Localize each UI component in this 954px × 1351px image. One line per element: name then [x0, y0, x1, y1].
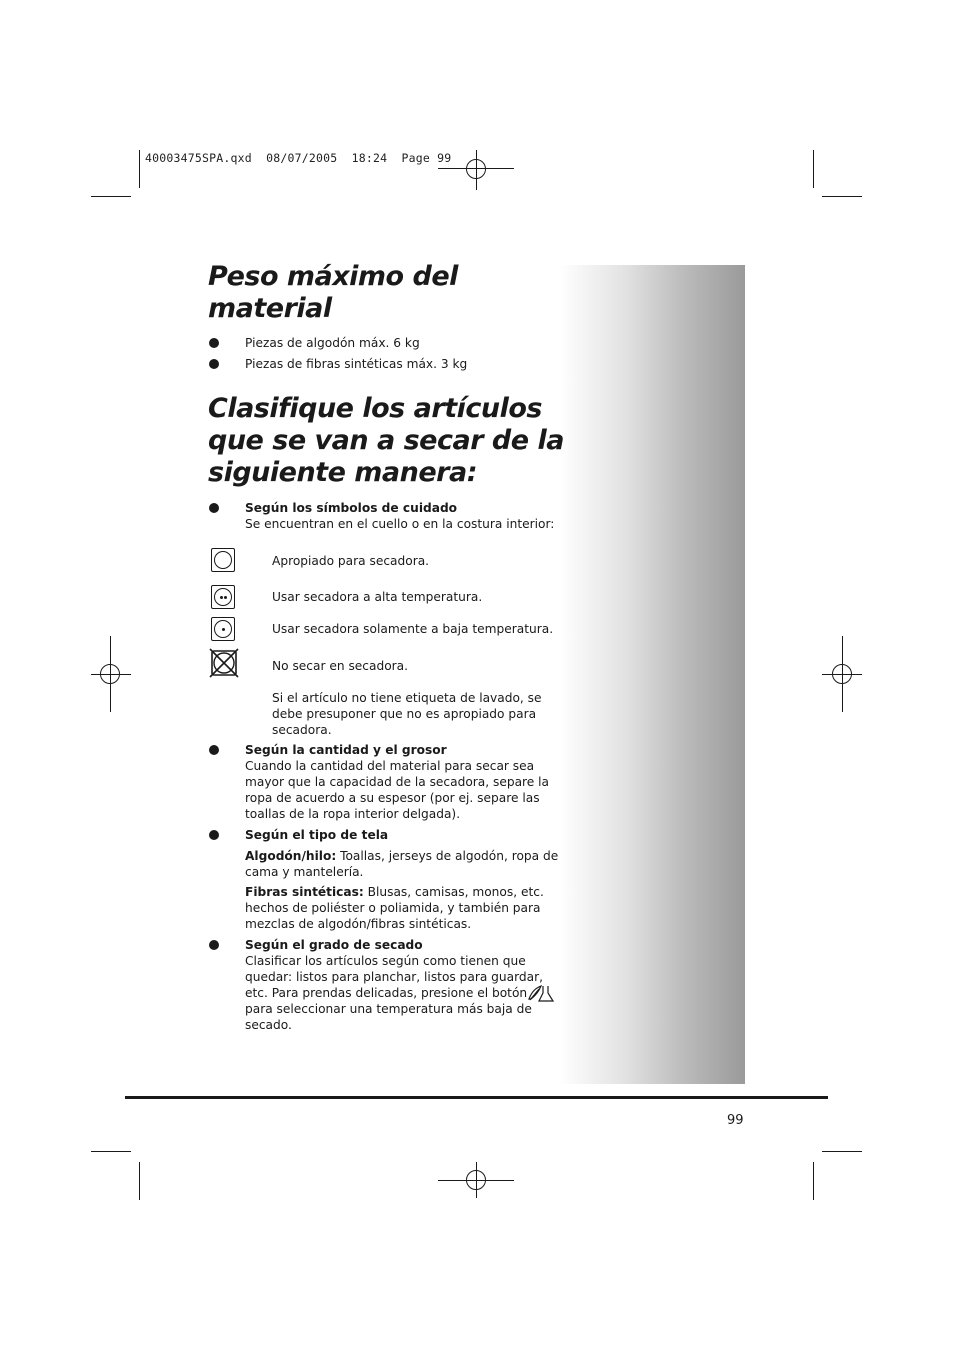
care-note-line: debe presuponer que no es apropiado para [272, 707, 537, 721]
dryness-line: Clasificar los artículos según como tienen que [245, 954, 526, 968]
fabric-synthetic-line: hechos de poliéster o poliamida, y también para [245, 901, 541, 915]
list-item: Piezas de algodón máx. 6 kg [245, 336, 420, 350]
file-slug: 40003475SPA.qxd 08/07/2005 18:24 Page 99 [145, 151, 452, 165]
amount-line: mayor que la capacidad de la secadora, separe la [245, 775, 550, 789]
care-symbol-label: Apropiado para secadora. [272, 554, 430, 568]
tumble-dry-low-icon [211, 617, 235, 641]
bullet [209, 359, 219, 369]
crop-mark [91, 1151, 131, 1152]
side-gradient-band [560, 265, 745, 1084]
list-item: Piezas de fibras sintéticas máx. 3 kg [245, 357, 468, 371]
fabric-cotton-line: cama y mantelería. [245, 865, 364, 879]
amount-heading: Según la cantidad y el grosor [245, 743, 447, 757]
bullet [209, 338, 219, 348]
section-title-max-weight: Peso máximo del material [208, 261, 458, 324]
fabric-cotton-line: Algodón/hilo: Toallas, jerseys de algodón, ropa de [245, 849, 559, 863]
dryness-line: para seleccionar una temperatura más baja de [245, 1002, 532, 1016]
bullet [209, 745, 219, 755]
bullet [209, 940, 219, 950]
care-symbol-label: Usar secadora solamente a baja temperatura. [272, 622, 554, 636]
fabric-synthetic-line: Fibras sintéticas: Blusas, camisas, monos, etc. [245, 885, 544, 899]
dryness-line: etc. Para prendas delicadas, presione el botón [245, 986, 528, 1000]
do-not-tumble-dry-icon [209, 648, 239, 678]
delicate-button-icon [526, 983, 554, 1003]
amount-line: ropa de acuerdo a su espesor (por ej. separe las [245, 791, 540, 805]
page-number: 99 [727, 1113, 744, 1128]
crop-mark [822, 1151, 862, 1152]
dryness-line: quedar: listos para planchar, listos para guardar, [245, 970, 543, 984]
section-title-sort-items: Clasifique los artículos que se van a secar de la siguiente manera: [208, 393, 564, 488]
crop-mark [139, 150, 140, 188]
care-note-line: secadora. [272, 723, 332, 737]
dryness-heading: Según el grado de secado [245, 938, 423, 952]
care-heading: Según los símbolos de cuidado [245, 501, 458, 515]
crop-mark [139, 1162, 140, 1200]
crop-mark [822, 196, 862, 197]
tumble-dry-high-icon [211, 585, 235, 609]
bullet [209, 830, 219, 840]
care-symbol-label: No secar en secadora. [272, 659, 409, 673]
tumble-dry-icon [211, 548, 235, 572]
footer-rule [125, 1096, 828, 1099]
fabric-heading: Según el tipo de tela [245, 828, 389, 842]
amount-line: Cuando la cantidad del material para secar sea [245, 759, 535, 773]
care-note-line: Si el artículo no tiene etiqueta de lavado, se [272, 691, 542, 705]
crop-mark [91, 196, 131, 197]
crop-mark [813, 1162, 814, 1200]
crop-mark [813, 150, 814, 188]
care-text: Se encuentran en el cuello o en la costura interior: [245, 517, 555, 531]
fabric-synthetic-line: mezclas de algodón/fibras sintéticas. [245, 917, 472, 931]
care-symbol-label: Usar secadora a alta temperatura. [272, 590, 483, 604]
bullet [209, 503, 219, 513]
amount-line: toallas de la ropa interior delgada). [245, 807, 461, 821]
dryness-line: secado. [245, 1018, 292, 1032]
